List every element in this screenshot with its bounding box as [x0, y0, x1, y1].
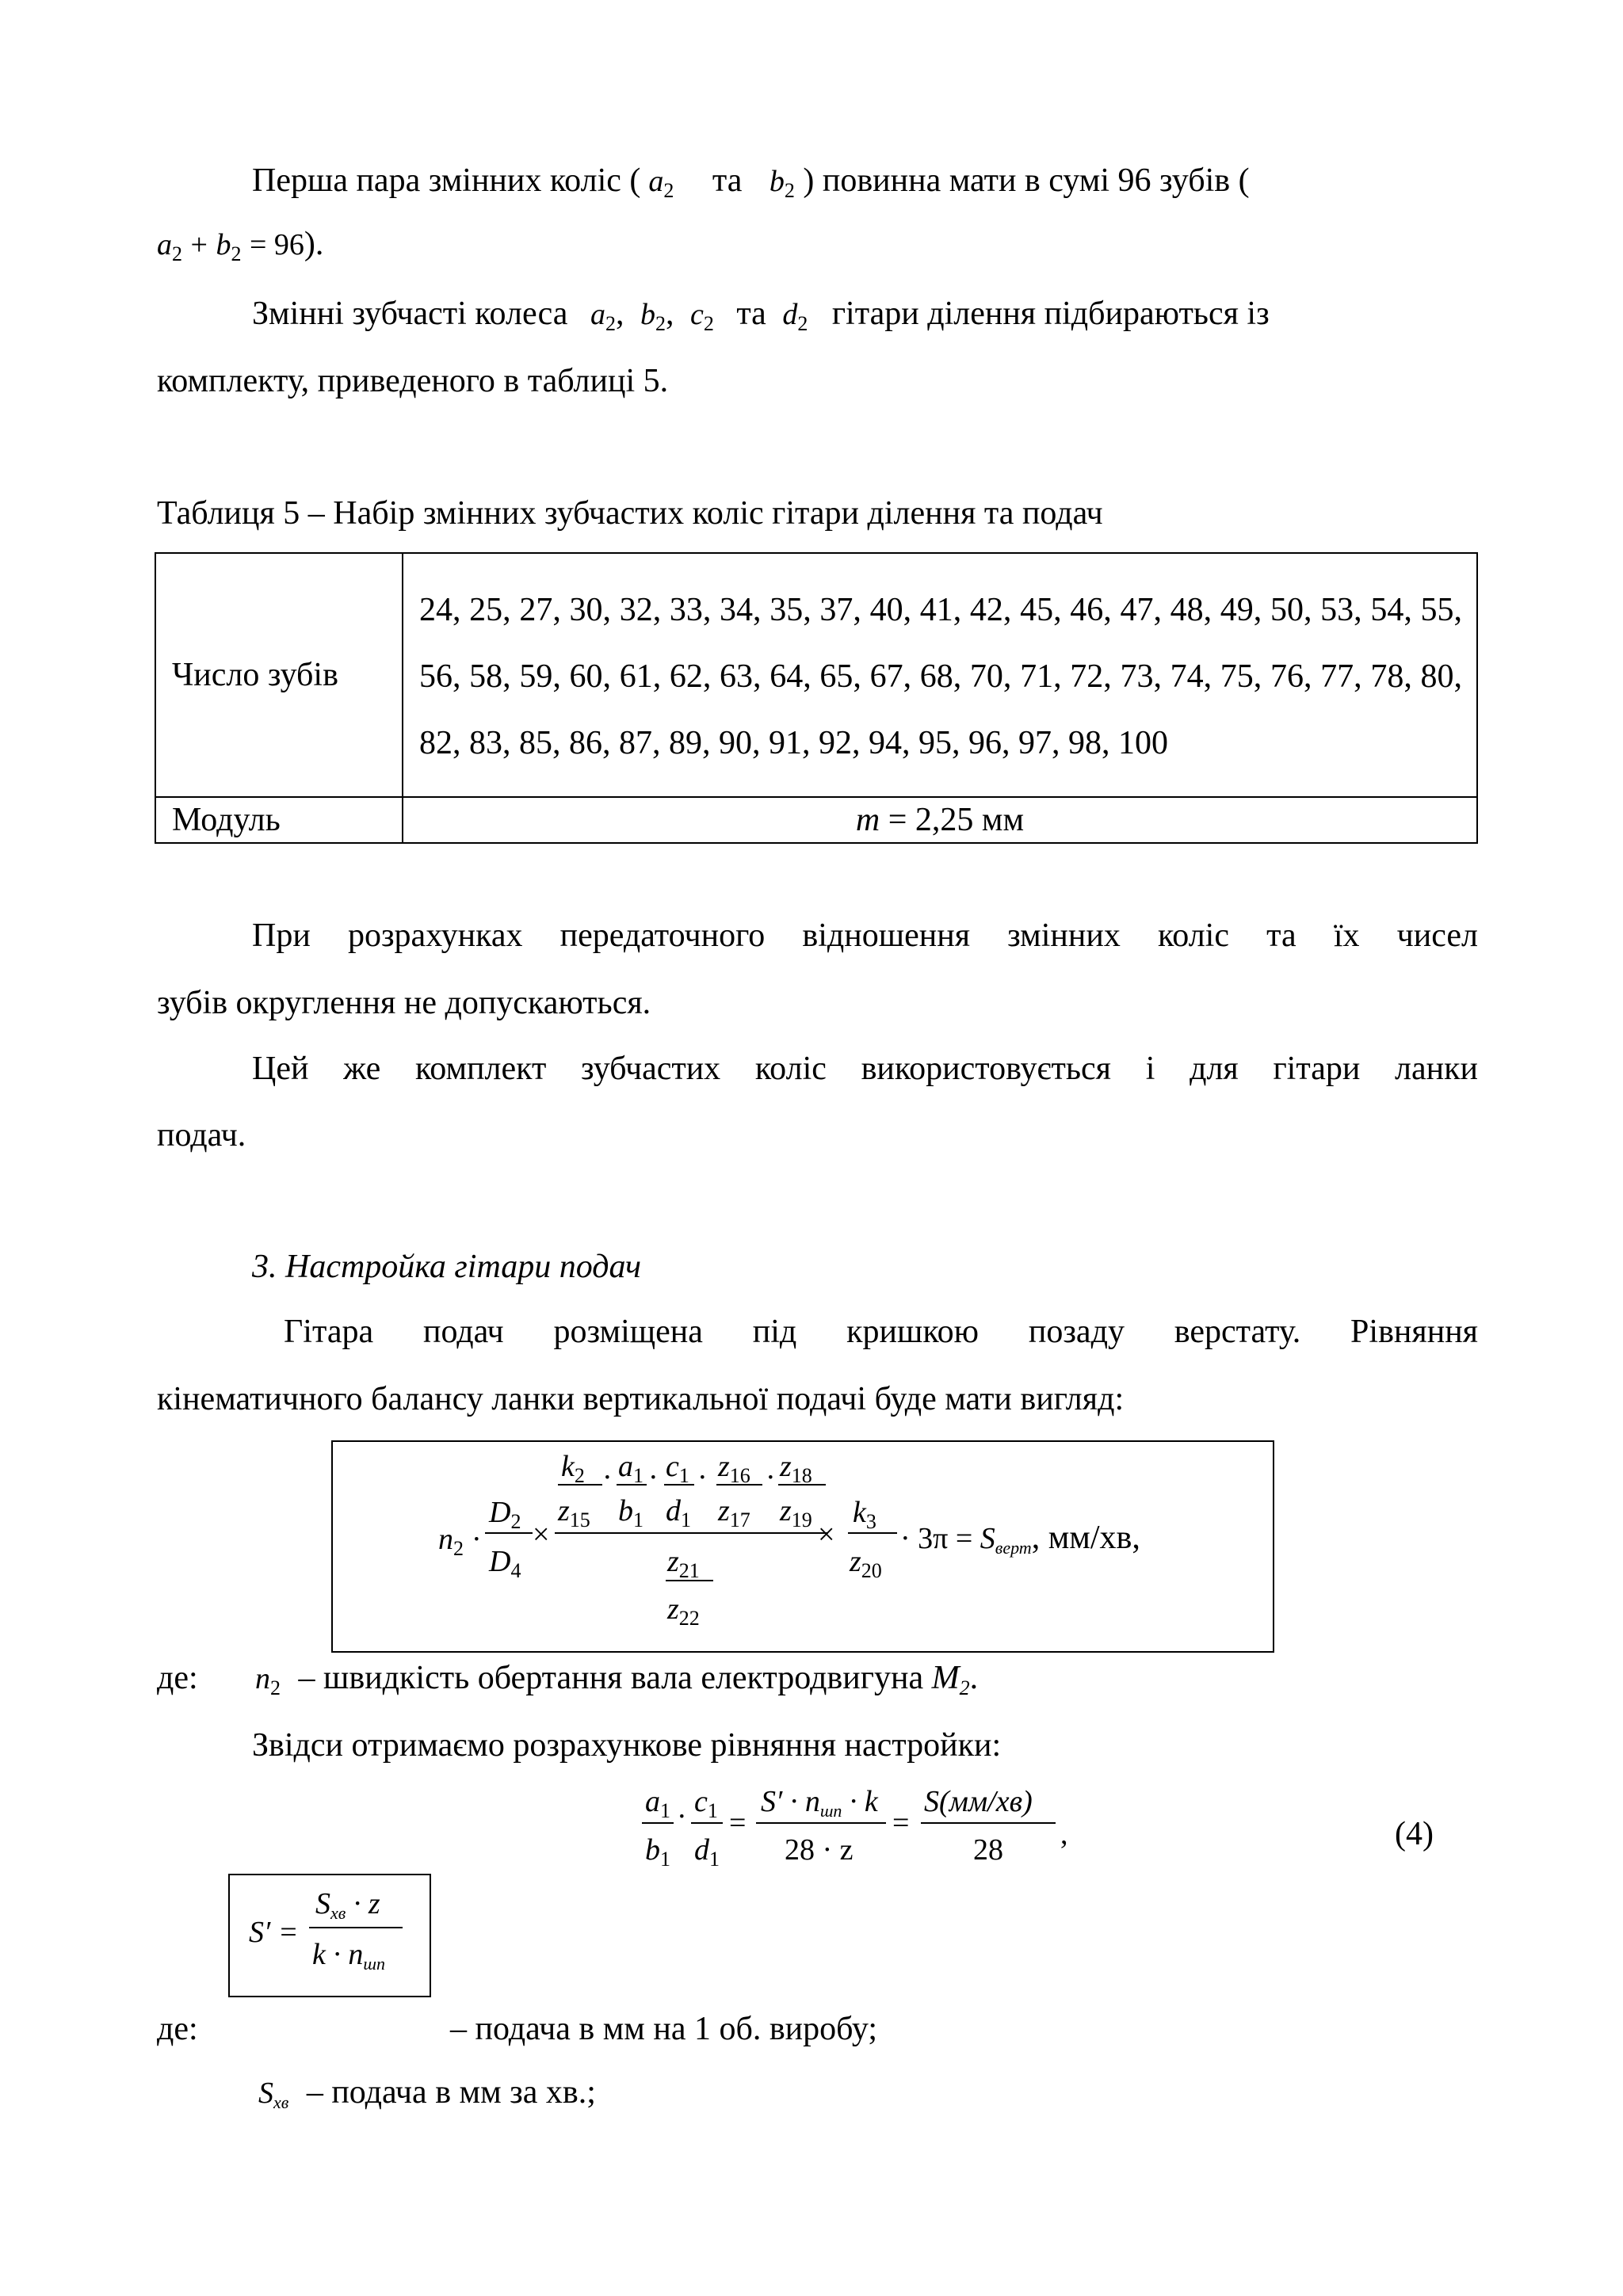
de2-label: де: [157, 2011, 198, 2047]
formula3-num: Sхв · z [315, 1887, 380, 1923]
de3-line: Sхв – подача в мм за хв.; [258, 2074, 596, 2112]
formula1-dot: · [697, 1461, 708, 1494]
fraction-bar [485, 1532, 533, 1534]
table-header-module: Модуль [155, 797, 403, 843]
formula1-d1: $d_1$ [666, 1494, 691, 1531]
fraction-bar [921, 1822, 1056, 1824]
fraction-bar [617, 1484, 647, 1486]
formula3-den: k · nшп [312, 1938, 385, 1974]
formula2-num3: S(мм/хв) [924, 1785, 1033, 1818]
formula1-D2: $D_2$ [489, 1496, 521, 1533]
para1-line1: Перша пара змінних коліс ( $a_2$ та $b_2$ ) повинна мати в сумі 96 зубів ( [252, 162, 1250, 202]
para3-line1: При розрахунках передаточного відношення змінних коліс та їх чисел [252, 917, 1478, 954]
formula2-c1: $c_1$ [694, 1785, 718, 1822]
para5-line1: Гітара подач розміщена під кришкою позаду верстату. Рівняння [284, 1314, 1478, 1350]
formula1-times2: × [818, 1518, 835, 1551]
fraction-bar [848, 1532, 897, 1534]
formula1-b1: $b_1$ [618, 1494, 643, 1531]
fraction-bar [691, 1822, 723, 1824]
formula2-den2: 28 · z [785, 1833, 854, 1867]
formula2-comma: , [1060, 1817, 1068, 1851]
main-fraction-bar [555, 1532, 828, 1534]
fraction-bar [778, 1484, 826, 1486]
formula2-b1: $b_1$ [645, 1833, 670, 1871]
de2-text: – подача в мм на 1 об. виробу; [450, 2011, 878, 2047]
fraction-bar [642, 1822, 674, 1824]
formula2-eq1: = [729, 1806, 747, 1840]
formula1-a1: $a_1$ [618, 1450, 643, 1487]
formula1-z22: $z_{22}$ [667, 1592, 700, 1630]
formula2-dot: · [677, 1800, 687, 1833]
para6: Звідси отримаємо розрахункове рівняння настройки: [252, 1727, 1002, 1764]
de1-line: $n_2$ – швидкість обертання вала електродвигуна $M_2$. [255, 1660, 979, 1699]
fraction-bar [666, 1580, 713, 1581]
formula1-z20: $z_{20}$ [850, 1545, 882, 1582]
formula1-z17: $z_{17}$ [718, 1494, 750, 1531]
section-title: 3. Настройка гітари подач [252, 1249, 641, 1285]
formula2-eq2: = [892, 1806, 910, 1840]
formula1-rhs: · 3π = Sверт, мм/хв, [900, 1520, 1140, 1558]
para2-line2: комплекту, приведеного в таблиці 5. [157, 363, 669, 399]
formula1-z19: $z_{19}$ [780, 1494, 812, 1531]
equation-number: (4) [1395, 1816, 1434, 1852]
formula2-den3: 28 [973, 1833, 1003, 1867]
formula1-z15: $z_{15}$ [558, 1494, 590, 1531]
para3-line2: зубів округлення не допускаються. [157, 985, 651, 1021]
formula1-dot: · [648, 1461, 659, 1494]
formula1-n2: $n_2$ · [438, 1523, 482, 1560]
para1-line2: $a_2 + b_2 = 96$). [157, 226, 324, 265]
fraction-bar [756, 1822, 886, 1824]
fraction-bar [309, 1927, 403, 1928]
fraction-bar [716, 1484, 762, 1486]
formula1-k2: $k_2$ [561, 1450, 585, 1487]
table-caption: Таблиця 5 – Набір змінних зубчастих коліс гітари ділення та подач [157, 495, 1103, 532]
formula1-times1: × [533, 1518, 550, 1551]
formula1-dot: · [602, 1461, 613, 1494]
gear-set-table [155, 552, 1478, 844]
para5-line2: кінематичного балансу ланки вертикальної подачі буде мати вигляд: [157, 1381, 1125, 1417]
de1-label: де: [157, 1660, 198, 1696]
formula2-d1: $d_1$ [694, 1833, 720, 1871]
formula1-z21: $z_{21}$ [667, 1545, 700, 1582]
para2-line1: Змінні зубчасті колеса $a_2$, $b_2$, $c_2$ та $d_2$ гітари ділення підбираються із [252, 296, 1270, 335]
table-row [155, 553, 1477, 797]
table-header-teeth: Число зубів [155, 553, 403, 797]
formula1-D4: $D_4$ [489, 1545, 521, 1582]
formula1-k3: $k_3$ [853, 1496, 876, 1533]
table-cell-module-value: m = 2,25 мм [403, 797, 1477, 843]
formula1-z18: $z_{18}$ [780, 1450, 812, 1487]
para4-line1: Цей же комплект зубчастих коліс використовується і для гітари ланки [252, 1051, 1478, 1087]
table-row [155, 797, 1477, 843]
formula1-c1: $c_1$ [666, 1450, 689, 1487]
formula3-lhs: S′ = [249, 1916, 299, 1949]
formula2-num2: S′ · nшп · k [761, 1785, 878, 1821]
fraction-bar [558, 1484, 602, 1486]
formula1-z16: $z_{16}$ [718, 1450, 750, 1487]
fraction-bar [664, 1484, 694, 1486]
formula1-dot: · [766, 1461, 776, 1494]
para4-line2: подач. [157, 1117, 246, 1154]
table-cell-teeth-values: 24, 25, 27, 30, 32, 33, 34, 35, 37, 40, 41, 42, 45, 46, 47, 48, 49, 50, 53, 54, 55, 56, 58, 59, 60, 61, 62, 63, 64, 65, 67, 68, 70, 71, 72, 73, 74, 75, 76, 77, 78, 80, 82, 83, 85, 86, 87, 89, 90, 91, 92, 94, 95, 96, 97, 98, 100 [403, 553, 1477, 797]
formula2-a1: $a_1$ [645, 1785, 670, 1822]
